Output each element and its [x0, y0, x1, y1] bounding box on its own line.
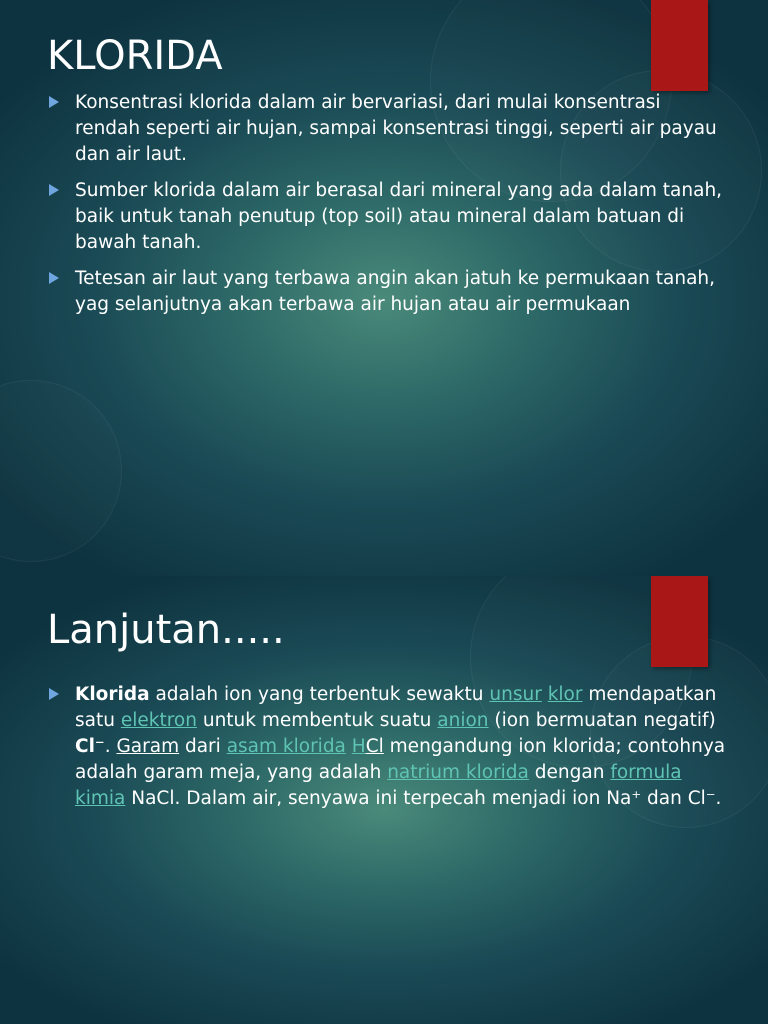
bullet-item	[47, 178, 727, 256]
bullet-item	[47, 266, 727, 318]
paragraph-text: NaCl. Dalam air, senyawa ini terpecah menjadi ion Na⁺ dan Cl⁻.	[125, 788, 722, 809]
paragraph-text: .	[104, 736, 117, 757]
link-anion[interactable]: anion	[437, 710, 489, 731]
slide-title: Lanjutan.....	[47, 607, 285, 653]
paragraph-text: (ion bermuatan negatif)	[488, 710, 716, 731]
bullet-triangle-icon	[49, 96, 59, 108]
bullet-triangle-icon	[49, 272, 59, 284]
paragraph-text: dari	[179, 736, 227, 757]
paragraph-text: dengan	[528, 762, 611, 783]
link-unsur[interactable]: unsur	[489, 684, 542, 705]
paragraph-text: mengandung ion klorida; contohnya adalah garam meja, yang adalah	[75, 736, 726, 783]
paragraph-text: adalah ion yang terbentuk sewaktu	[149, 684, 490, 705]
bullet-text: Konsentrasi klorida dalam air bervariasi, dari mulai konsentrasi rendah seperti air hujan, sampai konsentrasi tinggi, seperti air payau dan air laut.	[75, 92, 717, 165]
link-cl[interactable]: Cl	[365, 736, 384, 757]
bullet-list	[47, 682, 737, 822]
slide-lanjutan	[0, 576, 768, 1024]
bullet-text: Tetesan air laut yang terbawa angin akan jatuh ke permukaan tanah, yag selanjutnya akan terbawa air hujan atau air permukaan	[75, 268, 716, 315]
bullet-triangle-icon	[49, 688, 59, 700]
slide-title: KLORIDA	[47, 33, 223, 79]
link-elektron[interactable]: elektron	[120, 710, 197, 731]
link-klor[interactable]: klor	[547, 684, 583, 705]
link-garam[interactable]: Garam	[116, 736, 180, 757]
bullet-list	[47, 90, 727, 328]
term-cl-ion: Cl⁻	[75, 736, 105, 757]
red-accent-bar	[651, 576, 708, 667]
link-h[interactable]: H	[351, 736, 366, 757]
term-klorida: Klorida	[75, 684, 150, 705]
bullet-paragraph	[75, 684, 725, 809]
paragraph-text: mendapatkan satu	[75, 684, 717, 731]
link-natrium-klorida[interactable]: natrium klorida	[387, 762, 529, 783]
background-circle	[0, 380, 122, 562]
bullet-item	[47, 682, 737, 812]
paragraph-text: untuk membentuk suatu	[196, 710, 438, 731]
bullet-text: Sumber klorida dalam air berasal dari mineral yang ada dalam tanah, baik untuk tanah penutup (top soil) atau mineral dalam batuan di bawah tanah.	[75, 180, 723, 253]
bullet-item	[47, 90, 727, 168]
link-asam-klorida[interactable]: asam klorida	[226, 736, 346, 757]
bullet-triangle-icon	[49, 184, 59, 196]
link-formula-kimia[interactable]: formula kimia	[75, 762, 682, 809]
red-accent-bar	[651, 0, 708, 91]
